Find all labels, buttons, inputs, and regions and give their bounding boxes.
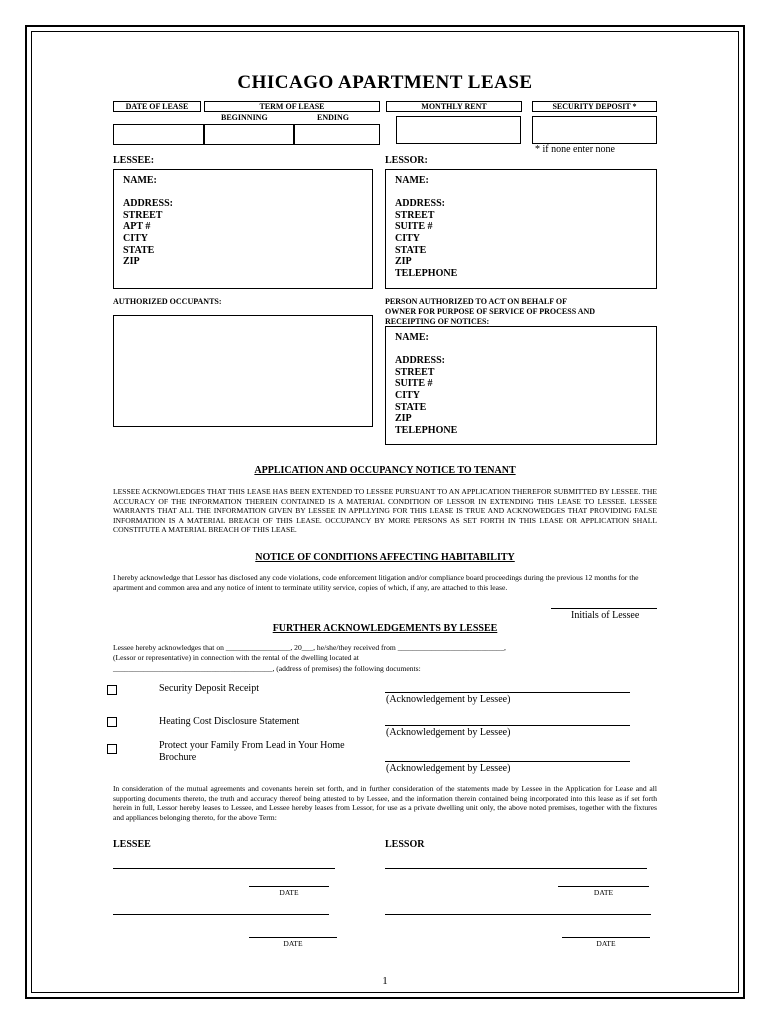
lessee-info-box[interactable] xyxy=(113,169,373,289)
lessor-date-label: DATE xyxy=(596,939,616,948)
lessor-telephone-label: TELEPHONE xyxy=(395,267,458,279)
heating-cost-disclosure-checkbox[interactable] xyxy=(107,717,117,727)
heating-cost-disclosure-label: Heating Cost Disclosure Statement xyxy=(159,716,300,727)
lessee-date-line[interactable] xyxy=(249,886,329,887)
ack-signature-line[interactable] xyxy=(385,692,630,693)
agent-address-label: ADDRESS: xyxy=(395,355,446,367)
security-deposit-field[interactable] xyxy=(532,116,657,144)
authorized-agent-box[interactable] xyxy=(385,326,657,445)
lead-brochure-checkbox[interactable] xyxy=(107,744,117,754)
agent-street-label: STREET xyxy=(395,366,435,378)
lessee-signature-line[interactable] xyxy=(113,914,329,915)
lessor-info-box[interactable] xyxy=(385,169,657,289)
lessee-date-label: DATE xyxy=(279,888,299,897)
lessor-section-label: LESSOR: xyxy=(385,155,428,166)
beginning-label: BEGINNING xyxy=(221,113,268,122)
lessor-date-label: DATE xyxy=(593,888,614,897)
lead-brochure-label: Protect your Family From Lead in Your Home Brochure xyxy=(159,740,345,763)
application-notice-text: LESSEE ACKNOWLEDGES THAT THIS LEASE HAS BEEN EXTENDED TO LESSEE PURSUANT TO AN APPLICATION THEREFOR SUBMITTED BY LESSEE. THE ACCURACY OF THE INFORMATION THEREIN CONTAINED IS A MATERIAL CONDITION OF LESSOR IN EXTENDING THIS LEASE TO LESSEE. LESSEE WARRANTS THAT ALL THE INFORMATION GIVEN BY LESSEE IN APPLLYING FOR THIS LEASE IS TRUE AND ACKNOWEDGES THAT PROVIDING FALSE INFORMATION IS A MATERIAL BREACH OF THIS LEASE. OCCUPANCY BY MORE PERSONS AS SET FORTH IN THIS LEASE OR APPLICATION SHALL CONSTITUTE A MATERIAL BREACH OF THIS LEASE. xyxy=(113,487,657,535)
agent-city-label: CITY xyxy=(395,389,421,401)
lessor-zip-label: ZIP xyxy=(395,256,412,268)
lessee-address-label: ADDRESS: xyxy=(123,198,174,210)
application-notice-heading: APPLICATION AND OCCUPANCY NOTICE TO TENANT xyxy=(254,465,516,476)
security-deposit-footnote: * if none enter none xyxy=(535,144,615,155)
agent-zip-label: ZIP xyxy=(395,413,412,425)
initials-of-lessee-label: Initials of Lessee xyxy=(571,610,640,621)
ack-signature-line[interactable] xyxy=(385,761,630,762)
agent-name-label: NAME: xyxy=(395,332,429,343)
lessee-name-label: NAME: xyxy=(123,175,157,186)
further-ack-line-3: __________________________________________, (address of premises) the following documents: xyxy=(113,664,421,673)
authorized-occupants-label: AUTHORIZED OCCUPANTS: xyxy=(113,297,222,306)
lessee-section-label: LESSEE: xyxy=(113,155,155,166)
authorized-agent-label-line: PERSON AUTHORIZED TO ACT ON BEHALF OF xyxy=(385,297,567,306)
security-deposit-receipt-checkbox[interactable] xyxy=(107,685,117,695)
further-acknowledgements-heading: FURTHER ACKNOWLEDGEMENTS BY LESSEE xyxy=(272,623,498,634)
agent-suite-label: SUITE # xyxy=(395,378,433,390)
lessee-date-line[interactable] xyxy=(249,937,337,938)
ack-by-lessee-label: (Acknowledgement by Lessee) xyxy=(386,694,511,705)
authorized-agent-label-line: RECEIPTING OF NOTICES: xyxy=(385,317,490,326)
security-deposit-receipt-label: Security Deposit Receipt xyxy=(159,683,259,694)
term-of-lease-label: TERM OF LEASE xyxy=(204,101,380,112)
lessor-signature-line[interactable] xyxy=(385,868,647,869)
lessor-signature-label: LESSOR xyxy=(385,839,425,850)
further-ack-line-1: Lessee hereby acknowledges that on _________________, 20___, he/she/they received from ____________________________, xyxy=(113,643,506,652)
consideration-text: In consideration of the mutual agreements and covenants herein set forth, and in further consideration of the statements made by Lessee in the Application for Lease and all supporting documents thereto, the truth and accuracy thereof being attested to by Lessee, and the information therein contained being incorporated into this lease as if set forth herein in full, Lessor hereby leases to Lessee, and Lessee hereby leases from Lessor, for use as a private dwelling unit only, the above noted premises, together with the fixtures and appliances belonging thereto, for the above Term: xyxy=(113,784,657,822)
ending-label: ENDING xyxy=(317,113,350,122)
ack-signature-line[interactable] xyxy=(385,725,630,726)
agent-telephone-label: TELEPHONE xyxy=(395,424,458,436)
lessor-date-line[interactable] xyxy=(562,937,650,938)
lessee-state-label: STATE xyxy=(123,244,155,256)
lessor-suite-label: SUITE # xyxy=(395,221,433,233)
security-deposit-label: SECURITY DEPOSIT * xyxy=(532,101,657,112)
lessor-city-label: CITY xyxy=(395,232,421,244)
term-ending-field[interactable] xyxy=(294,124,380,145)
monthly-rent-label: MONTHLY RENT xyxy=(386,101,522,112)
document-title: CHICAGO APARTMENT LEASE xyxy=(237,72,533,93)
term-beginning-field[interactable] xyxy=(204,124,294,145)
further-ack-line-2: (Lessor or representative) in connection with the rental of the dwelling located at xyxy=(113,653,359,662)
lessee-signature-line[interactable] xyxy=(113,868,335,869)
ack-by-lessee-label: (Acknowledgement by Lessee) xyxy=(386,727,511,738)
lessee-signature-label: LESSEE xyxy=(113,839,151,850)
initials-line[interactable] xyxy=(551,608,657,609)
lessee-zip-label: ZIP xyxy=(123,256,140,268)
agent-state-label: STATE xyxy=(395,401,427,413)
authorized-occupants-box[interactable] xyxy=(113,315,373,427)
lessor-state-label: STATE xyxy=(395,244,427,256)
lessor-name-label: NAME: xyxy=(395,175,429,186)
lessor-street-label: STREET xyxy=(395,209,435,221)
date-of-lease-label: DATE OF LEASE xyxy=(113,101,201,112)
date-of-lease-field[interactable] xyxy=(113,124,204,145)
lessee-city-label: CITY xyxy=(123,232,149,244)
habitability-notice-heading: NOTICE OF CONDITIONS AFFECTING HABITABILITY xyxy=(255,552,515,563)
page-number: 1 xyxy=(382,975,388,987)
ack-by-lessee-label: (Acknowledgement by Lessee) xyxy=(386,763,511,774)
lessee-date-label: DATE xyxy=(283,939,303,948)
authorized-agent-label-line: OWNER FOR PURPOSE OF SERVICE OF PROCESS AND xyxy=(385,307,596,316)
lessee-apt-label: APT # xyxy=(123,221,151,233)
lessor-signature-line[interactable] xyxy=(385,914,651,915)
lessor-address-label: ADDRESS: xyxy=(395,198,446,210)
authorized-agent-label xyxy=(385,297,595,327)
lessor-date-line[interactable] xyxy=(558,886,649,887)
lessee-street-label: STREET xyxy=(123,209,163,221)
monthly-rent-field[interactable] xyxy=(396,116,521,144)
habitability-notice-text: I hereby acknowledge that Lessor has disclosed any code violations, code enforcement litigation and/or compliance board proceedings during the previous 12 months for the apartment and common area and any notice of intent to terminate utility service, copies of which, if any, are attached to this lease. xyxy=(113,573,639,592)
